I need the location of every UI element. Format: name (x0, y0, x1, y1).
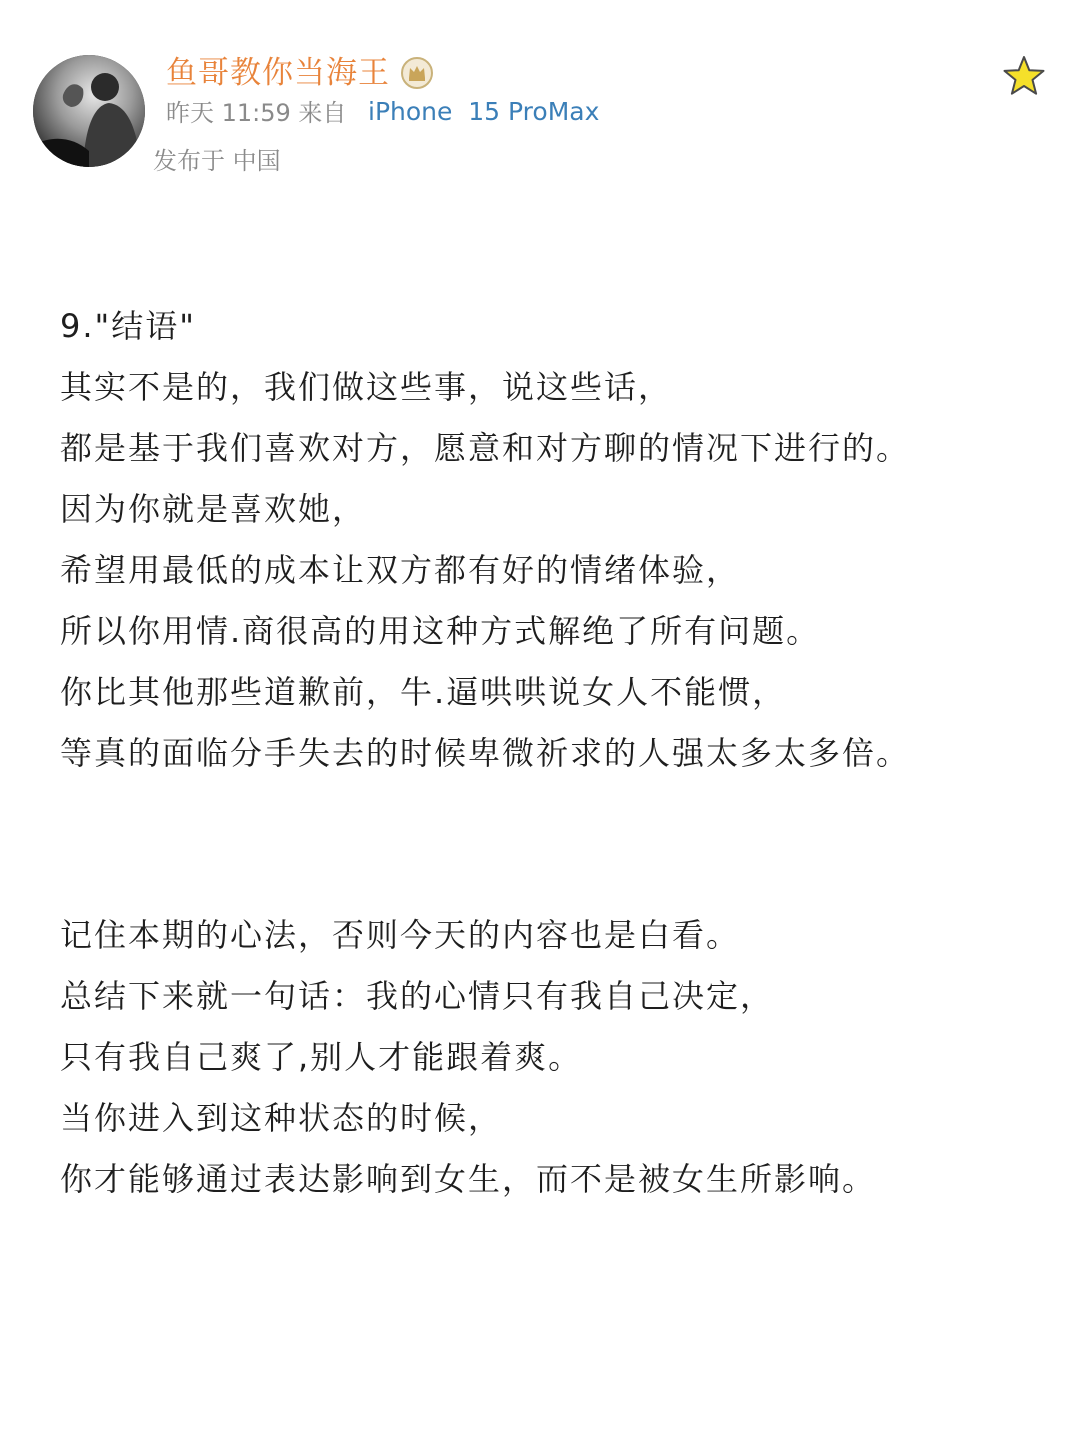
text-line: 你才能够通过表达影响到女生，而不是被女生所影响。 (60, 1160, 877, 1198)
text-line: 希望用最低的成本让双方都有好的情绪体验， (60, 551, 741, 589)
avatar-image (33, 55, 145, 167)
text-line: 9."结语" (60, 307, 196, 345)
post-location: 发布于 中国 (153, 147, 281, 175)
text-line: 所以你用情.商很高的用这种方式解绝了所有问题。 (60, 612, 821, 650)
star-icon[interactable] (1002, 54, 1046, 98)
text-line: 总结下来就一句话：我的心情只有我自己决定， (60, 977, 775, 1015)
text-line: 当你进入到这种状态的时候， (60, 1099, 503, 1137)
post-body-paragraph-1 (60, 296, 910, 784)
text-line: 等真的面临分手失去的时候卑微祈求的人强太多太多倍。 (60, 734, 911, 772)
text-line: 其实不是的，我们做这些事，说这些话， (60, 368, 673, 406)
post-device-source[interactable]: iPhone 15 ProMax (368, 97, 600, 126)
post-time: 昨天 11:59 来自 (166, 99, 347, 127)
vip-crown-badge-icon (400, 56, 434, 90)
text-line: 你比其他那些道歉前，牛.逼哄哄说女人不能惯， (60, 673, 787, 711)
text-line: 都是基于我们喜欢对方，愿意和对方聊的情况下进行的。 (60, 429, 911, 467)
post-body-paragraph-2 (60, 905, 876, 1210)
text-line: 因为你就是喜欢她， (60, 490, 367, 528)
text-line: 只有我自己爽了,别人才能跟着爽。 (60, 1038, 583, 1076)
text-line: 记住本期的心法，否则今天的内容也是白看。 (60, 916, 741, 954)
author-name[interactable]: 鱼哥教你当海王 (166, 55, 390, 91)
author-avatar[interactable] (33, 55, 145, 167)
